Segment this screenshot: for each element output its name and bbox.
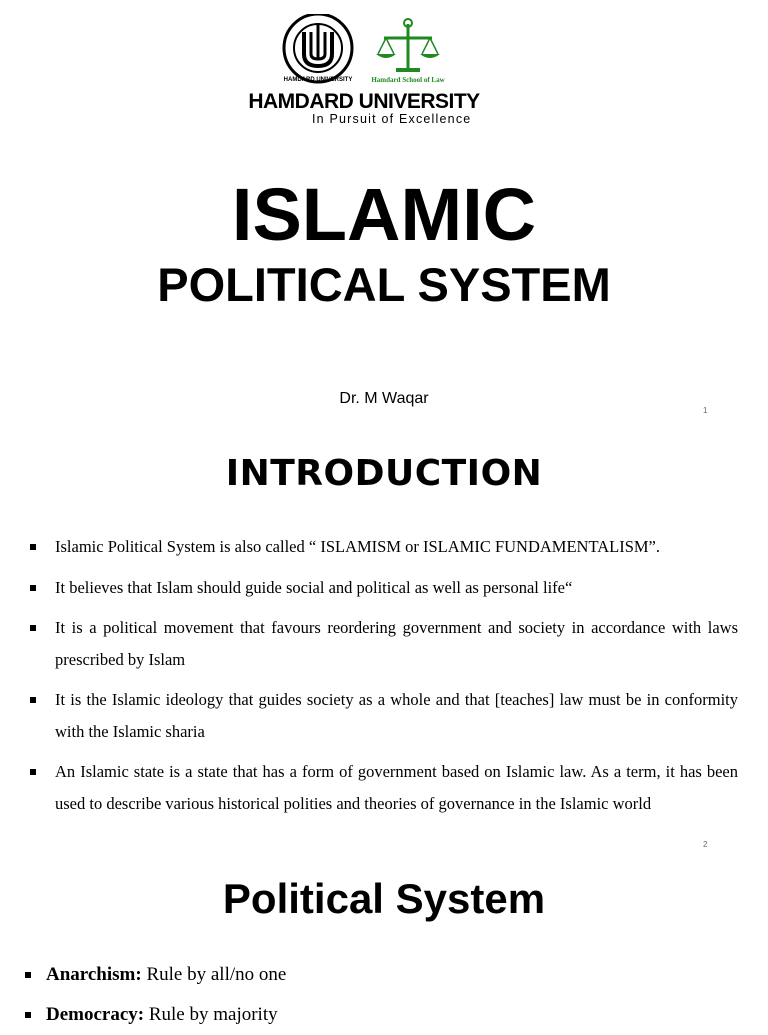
slide-subtitle: POLITICAL SYSTEM [157, 258, 611, 311]
list-item [24, 995, 286, 1035]
author-name: Dr. M Waqar [339, 390, 429, 407]
list-item: It is the Islamic ideology that guides society as a whole and that [teaches] law must be in conformity with the Islamic sharia [28, 684, 738, 747]
political-system-slide [0, 855, 768, 1024]
list-item: It is a political movement that favours reordering government and society in accordance with laws prescribed by Islam [28, 612, 738, 675]
term-definition: Rule by all/no one [146, 964, 287, 985]
slide-title: ISLAMIC [231, 173, 537, 256]
term-label: Anarchism: [46, 964, 142, 985]
school-of-law-logo [371, 19, 445, 84]
bullet-icon [30, 544, 36, 550]
svg-text:HAMDARD UNIVERSITY: HAMDARD UNIVERSITY [283, 77, 353, 83]
introduction-slide [0, 425, 768, 855]
list-item: It believes that Islam should guide social and political as well as personal life“ [28, 572, 738, 604]
bullet-list [24, 955, 286, 1035]
svg-text:Hamdard School of Law: Hamdard School of Law [371, 76, 445, 84]
title-slide [0, 0, 768, 425]
bullet-icon [25, 1012, 31, 1018]
university-motto: In Pursuit of Excellence [312, 112, 472, 126]
page-number: 1 [703, 406, 708, 415]
list-item [24, 955, 286, 995]
list-item: Islamic Political System is also called “ ISLAMISM or ISLAMIC FUNDAMENTALISM”. [28, 531, 738, 563]
bullet-icon [30, 769, 36, 775]
hamdard-university-logo [284, 14, 353, 83]
logos [280, 14, 480, 86]
section-heading: INTRODUCTION [225, 453, 543, 494]
section-heading: Political System [222, 875, 546, 922]
university-name: HAMDARD UNIVERSITY [248, 90, 480, 113]
bullet-list [28, 531, 738, 828]
page-number: 2 [703, 840, 708, 849]
bullet-icon [30, 697, 36, 703]
bullet-icon [25, 972, 31, 978]
term-definition: Rule by majority [148, 1004, 278, 1025]
bullet-icon [30, 585, 36, 591]
term-label: Democracy: [46, 1004, 145, 1025]
list-item: An Islamic state is a state that has a form of government based on Islamic law. As a term, it has been used to describe various historical polities and theories of governance in the Islamic world [28, 756, 738, 819]
bullet-icon [30, 625, 36, 631]
